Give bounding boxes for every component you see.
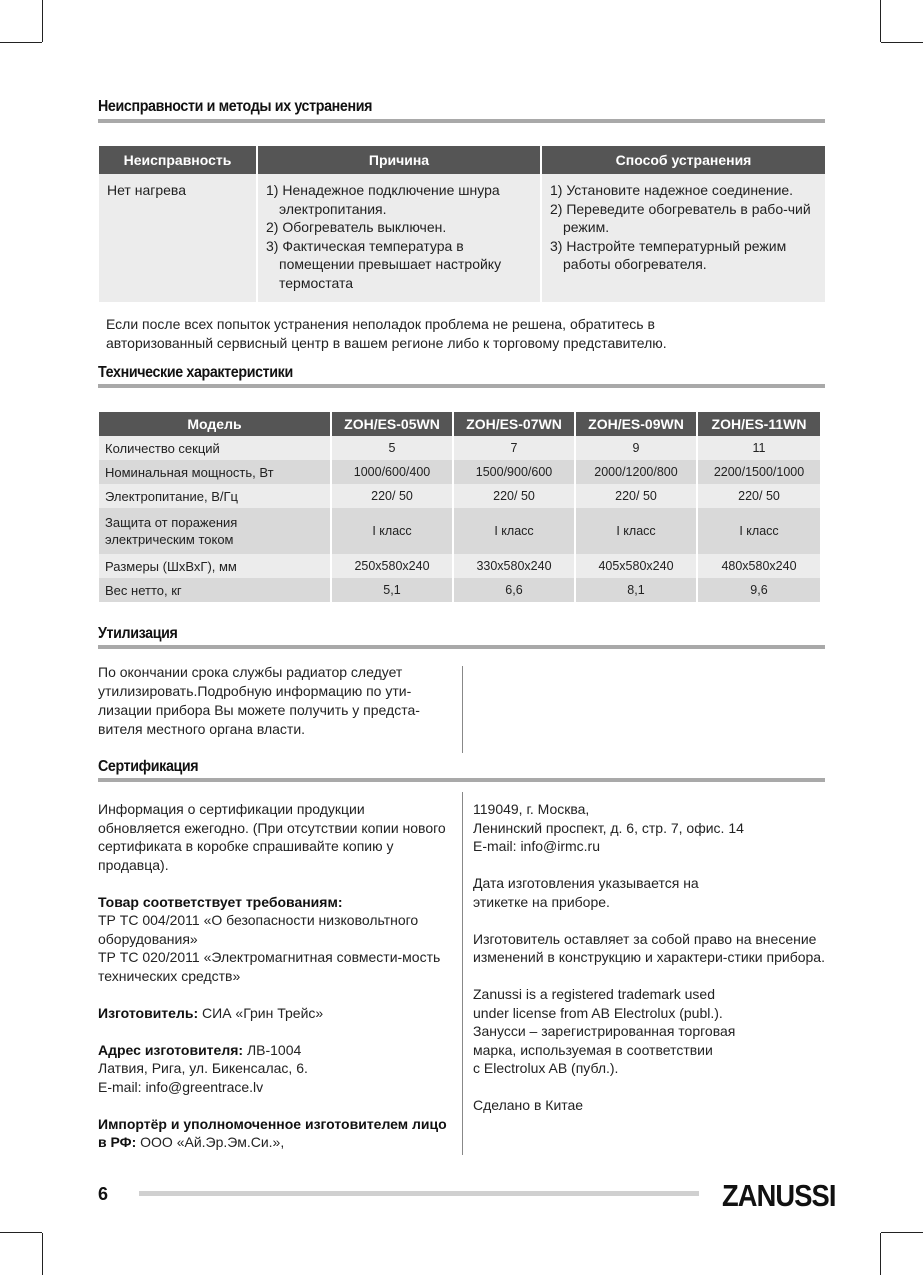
cell: 9	[575, 436, 697, 460]
cell: 1000/600/400	[331, 460, 453, 484]
crop-mark	[881, 1232, 923, 1233]
header-model-11: ZOH/ES-11WN	[697, 412, 820, 436]
importer-value: ООО «Ай.Эр.Эм.Си.»,	[140, 1134, 285, 1150]
address-value: ЛВ-1004	[246, 1041, 302, 1058]
header-model-09: ZOH/ES-09WN	[575, 412, 697, 436]
cell: I класс	[697, 508, 820, 554]
trademark-line: с Electrolux AB (публ.).	[473, 1060, 619, 1076]
cause-item: 2) Обогреватель выключен.	[266, 219, 447, 235]
cell: 11	[697, 436, 820, 460]
specs-title: Технические характеристики	[98, 364, 293, 381]
header-fault: Неисправность	[99, 146, 257, 174]
header-model-07: ZOH/ES-07WN	[453, 412, 575, 436]
address-email: E-mail: info@greentrace.lv	[98, 1078, 264, 1095]
cert-importer	[98, 1115, 450, 1152]
remedy-item: 3) Настройте температурный режим работы обогревателя.	[550, 237, 787, 272]
trademark-line: Zanussi is a registered trademark used	[473, 986, 715, 1002]
table-row	[99, 460, 820, 484]
cell: 2200/1500/1000	[697, 460, 820, 484]
certification-title: Сертификация	[98, 758, 199, 775]
crop-mark	[880, 1233, 881, 1275]
service-note-line: Если после всех попыток устранения неполадок проблема не решена, обратитесь в	[106, 316, 655, 332]
row-label: Номинальная мощность, Вт	[99, 460, 331, 484]
cell: 405x580x240	[575, 554, 697, 578]
manufacturer-value: СИА «Грин Трейс»	[202, 1004, 324, 1021]
trademark-line: марка, используемая в соответствии	[473, 1041, 713, 1058]
cause-cell	[257, 174, 541, 302]
row-label: Количество секций	[99, 436, 331, 460]
cell: 220/ 50	[331, 484, 453, 508]
column-divider	[462, 666, 463, 753]
cell: 7	[453, 436, 575, 460]
importer-email: E-mail: info@irmc.ru	[473, 838, 601, 854]
cert-requirements	[98, 893, 450, 986]
cert-info: Информация о сертификации продукции обновляется ежегодно. (При отсутствии копии нового сертификата в коробке спрашивайте копию у продавца).	[98, 801, 446, 873]
cell: I класс	[331, 508, 453, 554]
service-note	[106, 315, 667, 353]
importer-address: Ленинский проспект, д. 6, стр. 7, офис. 14	[473, 819, 744, 836]
cell: 2000/1200/800	[575, 460, 697, 484]
cell: 5	[331, 436, 453, 460]
importer-address-block	[473, 800, 833, 856]
cell: 250x580x240	[331, 554, 453, 578]
troubleshooting-title: Неисправности и методы их устранения	[98, 98, 373, 115]
remedy-item: 1) Установите надежное соединение.	[550, 182, 794, 198]
table-header-row	[99, 146, 825, 174]
footer-rule	[139, 1191, 699, 1196]
cell: 220/ 50	[575, 484, 697, 508]
section-rule	[98, 778, 825, 782]
disposal-line: По окончании срока службы радиатор следует	[98, 664, 403, 680]
requirement-item: ТР ТС 020/2011 «Электромагнитная совмести-мость технических средств»	[98, 949, 441, 984]
header-cause: Причина	[257, 146, 541, 174]
cert-address	[98, 1041, 450, 1097]
header-model-05: ZOH/ES-05WN	[331, 412, 453, 436]
section-rule	[98, 384, 825, 388]
brand-logo: ZANUSSI	[722, 1178, 836, 1213]
cause-item: 3) Фактическая температура в помещении превышает настройку термостата	[266, 237, 502, 291]
certification-right-column	[473, 800, 833, 1133]
trademark-line: under license from AB Electrolux (publ.).	[473, 1004, 723, 1021]
row-label: Размеры (ШхВхГ), мм	[99, 554, 331, 578]
requirement-item: ТР ТС 004/2011 «О безопасности низковольтного оборудования»	[98, 912, 419, 947]
cell: 330x580x240	[453, 554, 575, 578]
disposal-title: Утилизация	[98, 625, 178, 642]
row-label: Защита от поражения электрическим током	[99, 508, 331, 554]
origin-note: Сделано в Китае	[473, 1097, 584, 1113]
crop-mark	[42, 0, 43, 42]
cell: 480x580x240	[697, 554, 820, 578]
importer-address: 119049, г. Москва,	[473, 801, 590, 817]
cell: 220/ 50	[453, 484, 575, 508]
crop-mark	[880, 0, 881, 42]
section-rule	[98, 645, 825, 649]
table-row	[99, 578, 820, 602]
cell: I класс	[453, 508, 575, 554]
service-note-line: авторизованный сервисный центр в вашем регионе либо к торговому представителю.	[106, 335, 667, 351]
crop-mark	[881, 42, 923, 43]
production-date-note: Дата изготовления указывается на этикетке на приборе.	[473, 875, 699, 910]
remedy-item: 2) Переведите обогреватель в рабо-чий режим.	[550, 200, 811, 235]
section-rule	[98, 119, 825, 123]
specs-table	[99, 412, 820, 602]
page-number: 6	[98, 1184, 109, 1204]
manufacturer-label: Изготовитель:	[98, 1004, 199, 1021]
cell: 8,1	[575, 578, 697, 602]
disposal-text	[98, 663, 420, 739]
table-row	[99, 508, 820, 554]
column-divider	[462, 792, 463, 1155]
crop-mark	[42, 1233, 43, 1275]
rights-note: Изготовитель оставляет за собой право на внесение изменений в конструкцию и характери-стики прибора.	[473, 930, 825, 965]
table-row	[99, 436, 820, 460]
row-label: Вес нетто, кг	[99, 578, 331, 602]
crop-mark	[0, 42, 42, 43]
cell: 6,6	[453, 578, 575, 602]
cell: I класс	[575, 508, 697, 554]
importer-label: Импортёр и уполномоченное изготовителем лицо в РФ:	[98, 1115, 447, 1150]
address-line: Латвия, Рига, ул. Бикенсалас, 6.	[98, 1060, 308, 1076]
cell: 220/ 50	[697, 484, 820, 508]
cell: 5,1	[331, 578, 453, 602]
remedy-cell	[541, 174, 825, 302]
cell: 1500/900/600	[453, 460, 575, 484]
crop-mark	[0, 1232, 42, 1233]
header-model: Модель	[99, 412, 331, 436]
table-row	[99, 484, 820, 508]
trademark-note	[473, 985, 833, 1078]
header-remedy: Способ устранения	[541, 146, 825, 174]
disposal-line: лизации прибора Вы можете получить у предста-	[98, 702, 420, 718]
table-row	[99, 174, 825, 302]
cell: 9,6	[697, 578, 820, 602]
cause-item: 1) Ненадежное подключение шнура электропитания.	[266, 182, 500, 217]
row-label: Электропитание, В/Гц	[99, 484, 331, 508]
fault-cell: Нет нагрева	[99, 174, 257, 302]
disposal-line: утилизировать.Подробную информацию по ути-	[98, 683, 412, 699]
troubleshooting-table	[99, 146, 825, 302]
trademark-line: Занусси – зарегистрированная торговая	[473, 1023, 736, 1039]
cert-manufacturer	[98, 1004, 450, 1023]
address-label: Адрес изготовителя:	[98, 1041, 244, 1058]
certification-left-column	[98, 800, 450, 1170]
table-row	[99, 554, 820, 578]
requirements-label: Товар соответствует требованиям:	[98, 893, 343, 910]
table-header-row	[99, 412, 820, 436]
disposal-line: вителя местного органа власти.	[98, 721, 306, 737]
